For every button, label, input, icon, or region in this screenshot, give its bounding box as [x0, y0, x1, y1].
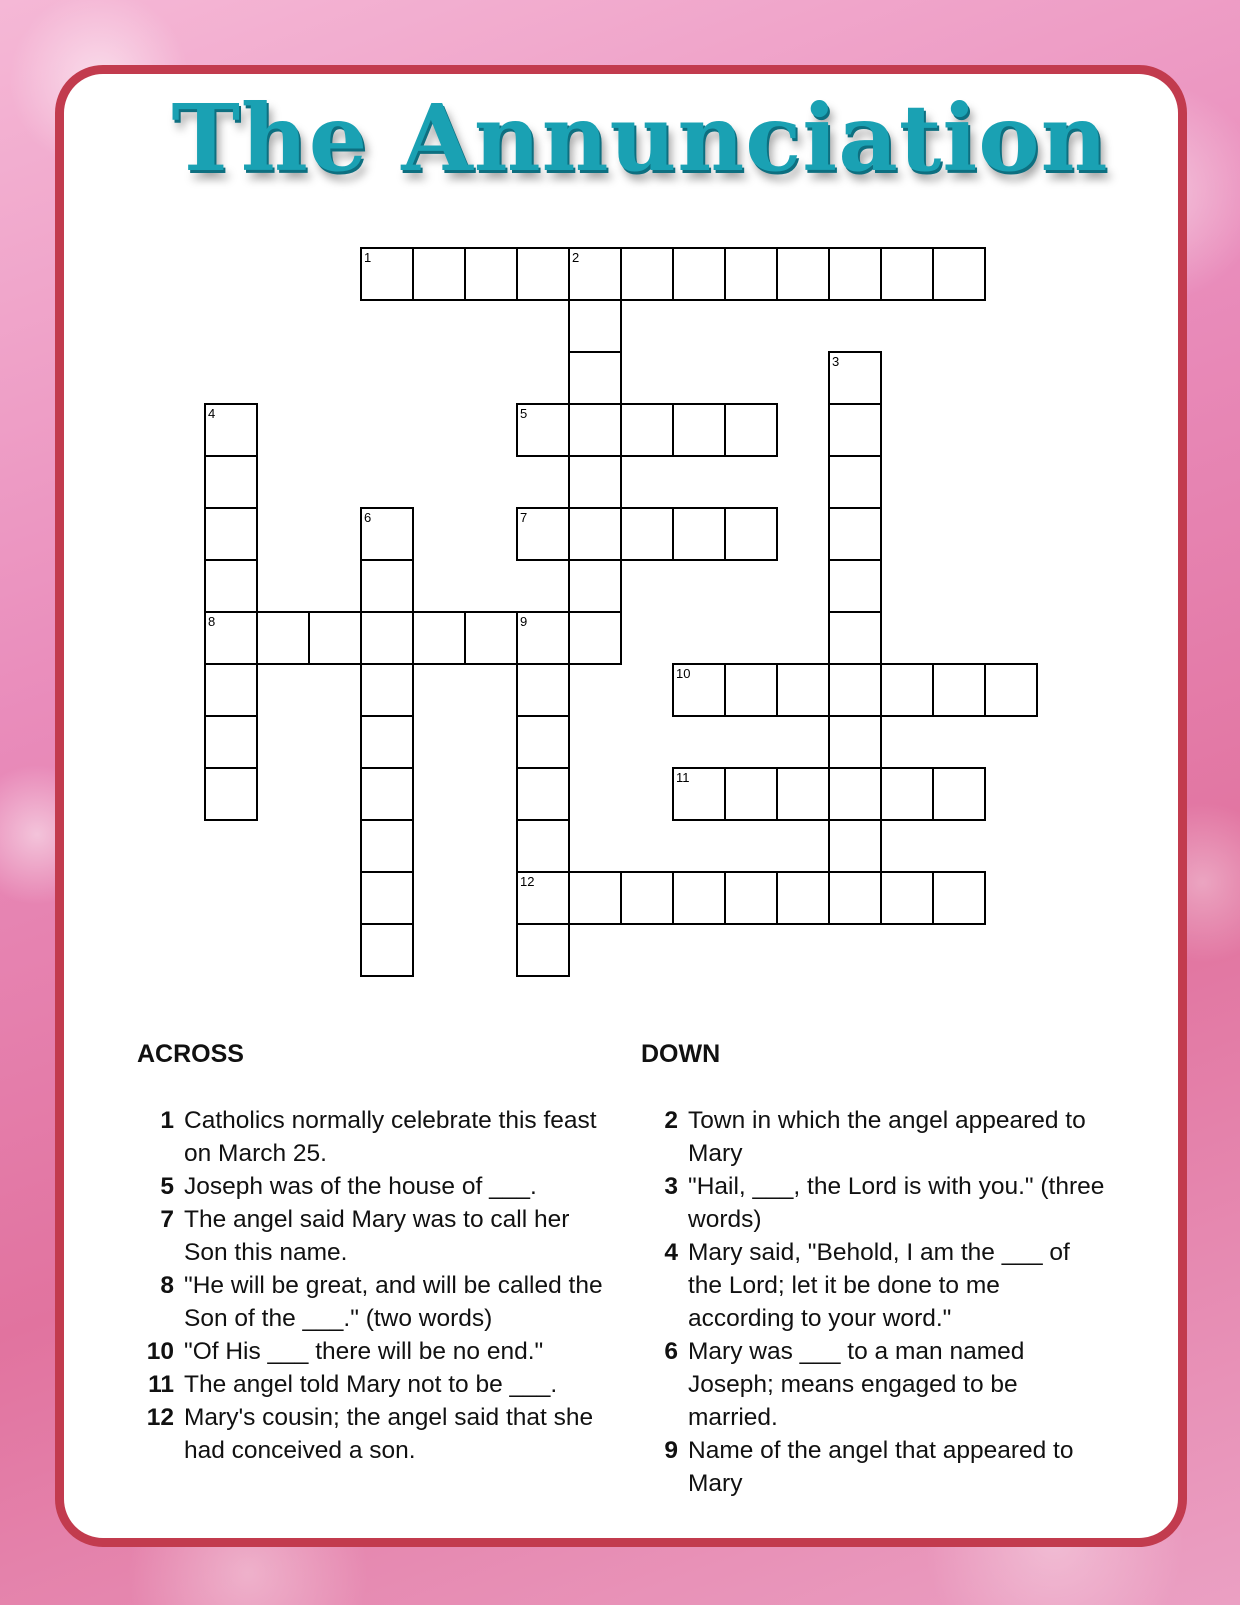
- grid-cell[interactable]: [829, 508, 881, 560]
- grid-cell[interactable]: [621, 872, 673, 924]
- grid-cell[interactable]: [517, 664, 569, 716]
- clue-text: "Of His ___ there will be no end.": [184, 1338, 544, 1365]
- grid-cell[interactable]: [569, 508, 621, 560]
- down-clue: [636, 1335, 1106, 1434]
- grid-cell[interactable]: [881, 872, 933, 924]
- across-clue: [132, 1203, 612, 1269]
- clue-number: 5: [160, 1173, 174, 1200]
- clue-number: 11: [148, 1371, 174, 1398]
- clue-text: Mary's cousin; the angel said that she had conceived a son.: [184, 1404, 594, 1464]
- grid-cell[interactable]: [517, 768, 569, 820]
- grid-cell[interactable]: [933, 872, 985, 924]
- grid-cell[interactable]: [777, 768, 829, 820]
- down-clue: [636, 1104, 1106, 1170]
- grid-cell[interactable]: [465, 248, 517, 300]
- grid-cell[interactable]: [829, 560, 881, 612]
- grid-cell[interactable]: [569, 352, 621, 404]
- cell-number: 11: [676, 770, 690, 785]
- grid-cell[interactable]: [569, 404, 621, 456]
- grid-cell[interactable]: [569, 456, 621, 508]
- grid-cell[interactable]: [621, 248, 673, 300]
- clue-number: 7: [160, 1206, 174, 1233]
- grid-cell[interactable]: [205, 508, 257, 560]
- down-clue: [636, 1236, 1106, 1335]
- clue-text: "He will be great, and will be called the Son of the ___." (two words): [184, 1272, 603, 1332]
- grid-cell[interactable]: [205, 768, 257, 820]
- clue-number: 9: [664, 1437, 678, 1464]
- cell-number: 3: [832, 354, 840, 369]
- grid-cell[interactable]: [881, 768, 933, 820]
- grid-cell[interactable]: [725, 768, 777, 820]
- grid-cell[interactable]: [621, 508, 673, 560]
- grid-cell[interactable]: [725, 872, 777, 924]
- clue-text: Mary was ___ to a man named Joseph; means engaged to be married.: [688, 1338, 1025, 1431]
- grid-cell[interactable]: [569, 300, 621, 352]
- cell-number: 10: [676, 666, 691, 681]
- clue-text: Town in which the angel appeared to Mary: [688, 1107, 1086, 1167]
- grid-cell[interactable]: [829, 872, 881, 924]
- grid-cell[interactable]: [933, 248, 985, 300]
- grid-cell[interactable]: [985, 664, 1037, 716]
- grid-cell[interactable]: [361, 612, 413, 664]
- grid-cell[interactable]: [205, 664, 257, 716]
- cell-number: 7: [520, 510, 528, 525]
- grid-cell[interactable]: [569, 560, 621, 612]
- clue-number: 1: [160, 1107, 174, 1134]
- cell-number: 12: [520, 874, 535, 889]
- clue-text: Mary said, "Behold, I am the ___ of the Lord; let it be done to me according to your word.": [688, 1239, 1070, 1332]
- grid-cell[interactable]: [413, 612, 465, 664]
- down-clue: [636, 1434, 1106, 1500]
- grid-cell[interactable]: [725, 664, 777, 716]
- grid-cell[interactable]: [829, 248, 881, 300]
- cell-number: 5: [520, 406, 528, 421]
- grid-cell[interactable]: [361, 768, 413, 820]
- grid-cell[interactable]: [933, 768, 985, 820]
- grid-cell[interactable]: [829, 820, 881, 872]
- grid-cell[interactable]: [205, 716, 257, 768]
- clue-text: The angel said Mary was to call her Son this name.: [184, 1206, 570, 1266]
- across-clue-list: [132, 1104, 612, 1467]
- cell-number: 1: [364, 250, 372, 265]
- clue-text: Name of the angel that appeared to Mary: [688, 1437, 1074, 1497]
- down-clue: [636, 1170, 1106, 1236]
- grid-cell[interactable]: [413, 248, 465, 300]
- clue-text: "Hail, ___, the Lord is with you." (three words): [688, 1173, 1105, 1233]
- clue-number: 12: [146, 1404, 174, 1431]
- grid-cell[interactable]: [361, 560, 413, 612]
- grid-cell[interactable]: [517, 248, 569, 300]
- cell-number: 8: [208, 614, 216, 629]
- grid-cell[interactable]: [309, 612, 361, 664]
- clue-number: 6: [664, 1338, 678, 1365]
- down-heading: DOWN: [641, 1040, 721, 1068]
- grid-cell[interactable]: [465, 612, 517, 664]
- grid-cell[interactable]: [361, 924, 413, 976]
- clue-number: 3: [664, 1173, 678, 1200]
- grid-cell[interactable]: [361, 820, 413, 872]
- grid-cell[interactable]: [205, 560, 257, 612]
- grid-cell[interactable]: [205, 456, 257, 508]
- across-clue: [132, 1335, 612, 1368]
- across-heading: ACROSS: [137, 1040, 244, 1068]
- grid-cell[interactable]: [881, 248, 933, 300]
- grid-cell[interactable]: [829, 768, 881, 820]
- page-title: The Annunciation: [171, 84, 1109, 192]
- across-clue: [132, 1170, 612, 1203]
- grid-cell[interactable]: [829, 612, 881, 664]
- grid-cell[interactable]: [569, 872, 621, 924]
- grid-cell[interactable]: [829, 664, 881, 716]
- cell-number: 9: [520, 614, 528, 629]
- clue-number: 4: [664, 1239, 678, 1266]
- grid-cell[interactable]: [673, 508, 725, 560]
- clue-text: Catholics normally celebrate this feast on March 25.: [184, 1107, 597, 1167]
- across-clue: [132, 1104, 612, 1170]
- grid-cell[interactable]: [673, 248, 725, 300]
- grid-cell[interactable]: [517, 924, 569, 976]
- grid-cell[interactable]: [361, 716, 413, 768]
- cell-number: 6: [364, 510, 372, 525]
- grid-cell[interactable]: [829, 716, 881, 768]
- grid-cell[interactable]: [673, 404, 725, 456]
- grid-cell[interactable]: [725, 248, 777, 300]
- down-clue-list: [636, 1104, 1106, 1500]
- across-clue: [132, 1401, 612, 1467]
- grid-cell[interactable]: [569, 612, 621, 664]
- grid-cell[interactable]: [361, 664, 413, 716]
- grid-cell[interactable]: [517, 820, 569, 872]
- clue-text: Joseph was of the house of ___.: [184, 1173, 537, 1200]
- grid-cell[interactable]: [881, 664, 933, 716]
- clue-number: 8: [160, 1272, 174, 1299]
- grid-cell[interactable]: [829, 456, 881, 508]
- clue-number: 10: [146, 1338, 174, 1365]
- grid-cell[interactable]: [777, 248, 829, 300]
- grid-cell[interactable]: [517, 716, 569, 768]
- grid-cell[interactable]: [621, 404, 673, 456]
- grid-cell[interactable]: [361, 872, 413, 924]
- clue-text: The angel told Mary not to be ___.: [184, 1371, 558, 1398]
- grid-cell[interactable]: [777, 664, 829, 716]
- cell-number: 2: [572, 250, 580, 265]
- grid-cell[interactable]: [257, 612, 309, 664]
- grid-cell[interactable]: [777, 872, 829, 924]
- cell-number: 4: [208, 406, 216, 421]
- across-clue: [132, 1269, 612, 1335]
- clue-number: 2: [664, 1107, 678, 1134]
- across-clue: [132, 1368, 612, 1401]
- grid-cell[interactable]: [725, 404, 777, 456]
- grid-cell[interactable]: [829, 404, 881, 456]
- grid-cell[interactable]: [933, 664, 985, 716]
- grid-cell[interactable]: [673, 872, 725, 924]
- grid-cell[interactable]: [725, 508, 777, 560]
